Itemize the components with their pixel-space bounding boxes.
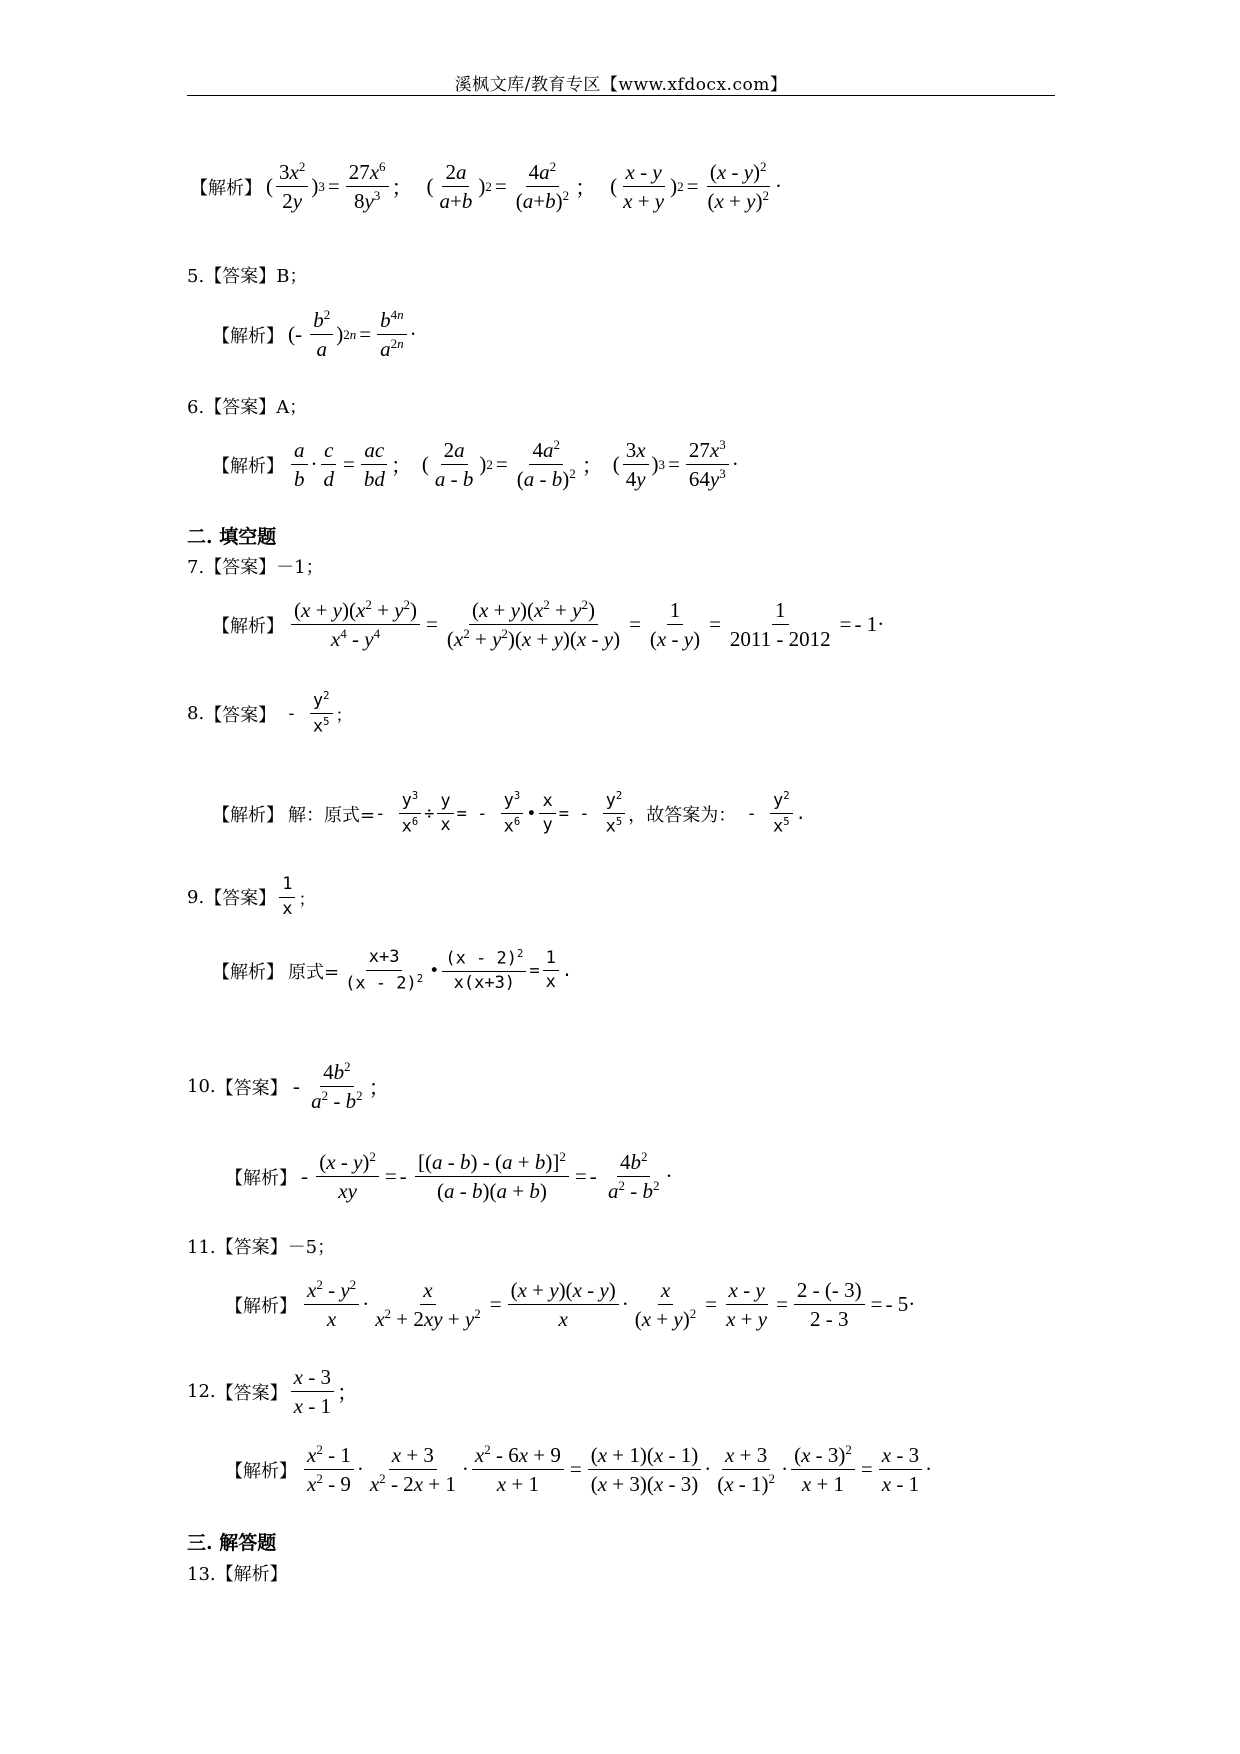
answer-q8: 8. 【答案】 - $y^2$ $x^5$ ； <box>187 690 353 737</box>
analysis-label: 【解析】 <box>225 1295 297 1317</box>
question-number: 5. <box>187 266 205 287</box>
question-number: 12. <box>187 1381 216 1403</box>
answer-label: 【答案】 <box>215 1382 288 1404</box>
analysis-label: 【解析】 <box>215 1564 288 1585</box>
answer-q5 <box>187 262 307 288</box>
question-number: 13. <box>187 1564 216 1585</box>
analysis-label: 【解析】 <box>212 325 284 347</box>
section-title: 二. 填空题 <box>187 526 277 548</box>
answer-q7 <box>187 553 324 579</box>
analysis-text: ，故答案为： <box>628 804 737 826</box>
analysis-q8: 【解析】 解：原式= - $y^3$ $x^6$ ÷ y x = - $y^3$ $x^6$ • x y = - $y^2$ $x^5$ ，故答案为： - $y^2$ $x^5$ . <box>212 790 806 837</box>
analysis-q13 <box>187 1560 288 1586</box>
analysis-text: 解：原式= <box>288 804 376 826</box>
answer-value: －5； <box>287 1237 336 1258</box>
analysis-q12: 【解析】 $x^2 - 1$ $x^2 - 9$ · x + 3 $x^2 - 2x + 1$ · $\frac{x^2 - 6x + 9}{x + 1}$ = $\frac{(x + 1)(x - 1)}{(x + 3)(x - 3)}$ · x + 3 (x - 1)$^2$ · $\frac{(x - 3)^2}{x + 1}$ = $\frac{x - 3}{x - 1}$ · <box>225 1442 933 1497</box>
answer-q9: 9. 【答案】 1 x ； <box>187 874 316 919</box>
analysis-q4: 【解析】 ( $3x^2$ 2y ) 3 = $\frac{27x^6}{8y^3}$ ； ( 2a a+b ) 2 = $\frac{4a^2}{(a+b)^2}$ ； ( x - y x + y ) 2 = $\frac{(x - y)^2}{(x + y)^2}$ · <box>190 159 782 214</box>
question-number: 11. <box>187 1237 216 1258</box>
analysis-q6: 【解析】 a b · $\frac{c}{d}$ = $\frac{ac}{bd}$ ； ( 2a a - b ) 2 = $\frac{4a^2}{(a - b)^2}$ ； ( 3x 4y ) 3 = $\frac{27x^3}{64y^3}$ · <box>212 437 739 492</box>
answer-value: A； <box>276 397 308 418</box>
analysis-q11: 【解析】 $x^2 - y^2$ x · $\frac{x}{x^2 + 2xy + y^2}$ = $\frac{(x + y)(x - y)}{x}$ · $\frac{x}{(x + y)^2}$ = $\frac{x - y}{x + y}$ = $\frac{2 - (- 3)}{2 - 3}$ = - 5· <box>225 1277 916 1332</box>
answer-q10: 10. 【答案】 - $4b^2$ $a^2 - b^2$ ； <box>187 1059 390 1114</box>
analysis-label: 【解析】 <box>212 455 284 477</box>
analysis-q10: 【解析】 - $\frac{(x - y)^2}{xy}$ = - $\frac{[(a - b) - (a + b)]^2}{(a - b)(a + b)}$ = - $\frac{4b^2}{a^2 - b^2}$ · <box>225 1149 673 1204</box>
answer-label: 【答案】 <box>204 266 277 287</box>
answer-q12: 12. 【答案】 x - 3 x - 1 ； <box>187 1365 358 1419</box>
section-title: 三. 解答题 <box>187 1532 277 1554</box>
analysis-label: 【解析】 <box>212 615 284 637</box>
question-number: 8. <box>187 703 205 725</box>
analysis-label: 【解析】 <box>212 961 284 983</box>
answer-q11 <box>187 1233 335 1259</box>
answer-value: B； <box>276 266 308 287</box>
question-number: 9. <box>187 886 205 908</box>
header-divider <box>187 95 1055 96</box>
question-number: 6. <box>187 397 205 418</box>
answer-label: 【答案】 <box>204 704 277 726</box>
answer-label: 【答案】 <box>215 1077 288 1099</box>
analysis-text: 原式= <box>288 961 340 983</box>
analysis-q9: 【解析】 原式= x+3 (x - 2)$^2$ • (x - 2)$^2$ x(x+3) = 1 x . <box>212 947 573 994</box>
question-number: 7. <box>187 557 205 578</box>
answer-q6 <box>187 393 307 419</box>
answer-label: 【答案】 <box>204 888 277 910</box>
analysis-label: 【解析】 <box>225 1167 297 1189</box>
answer-label: 【答案】 <box>215 1237 288 1258</box>
analysis-q7: 【解析】 $\frac{(x + y)(x^2 + y^2)}{x^4 - y^4}$ = $\frac{(x + y)(x^2 + y^2)}{(x^2 + y^2)(x + y)(x - y)}$ = $\frac{1}{(x - y)}$ = $\frac{1}{2011 - 2012}$ = - 1· <box>212 597 885 652</box>
analysis-label: 【解析】 <box>225 1460 297 1482</box>
answer-label: 【答案】 <box>204 557 277 578</box>
answer-value: －1； <box>276 557 324 578</box>
analysis-label: 【解析】 <box>212 804 284 826</box>
page-header: 溪枫文库/教育专区【www.xfdocx.com】 <box>454 75 788 95</box>
question-number: 10. <box>187 1076 216 1098</box>
answer-label: 【答案】 <box>204 397 277 418</box>
analysis-label: 【解析】 <box>190 177 262 199</box>
analysis-q5: 【解析】 (- $b^2$ a ) 2n = $\frac{b^{4n}}{a^{2n}}$ · <box>212 307 417 362</box>
